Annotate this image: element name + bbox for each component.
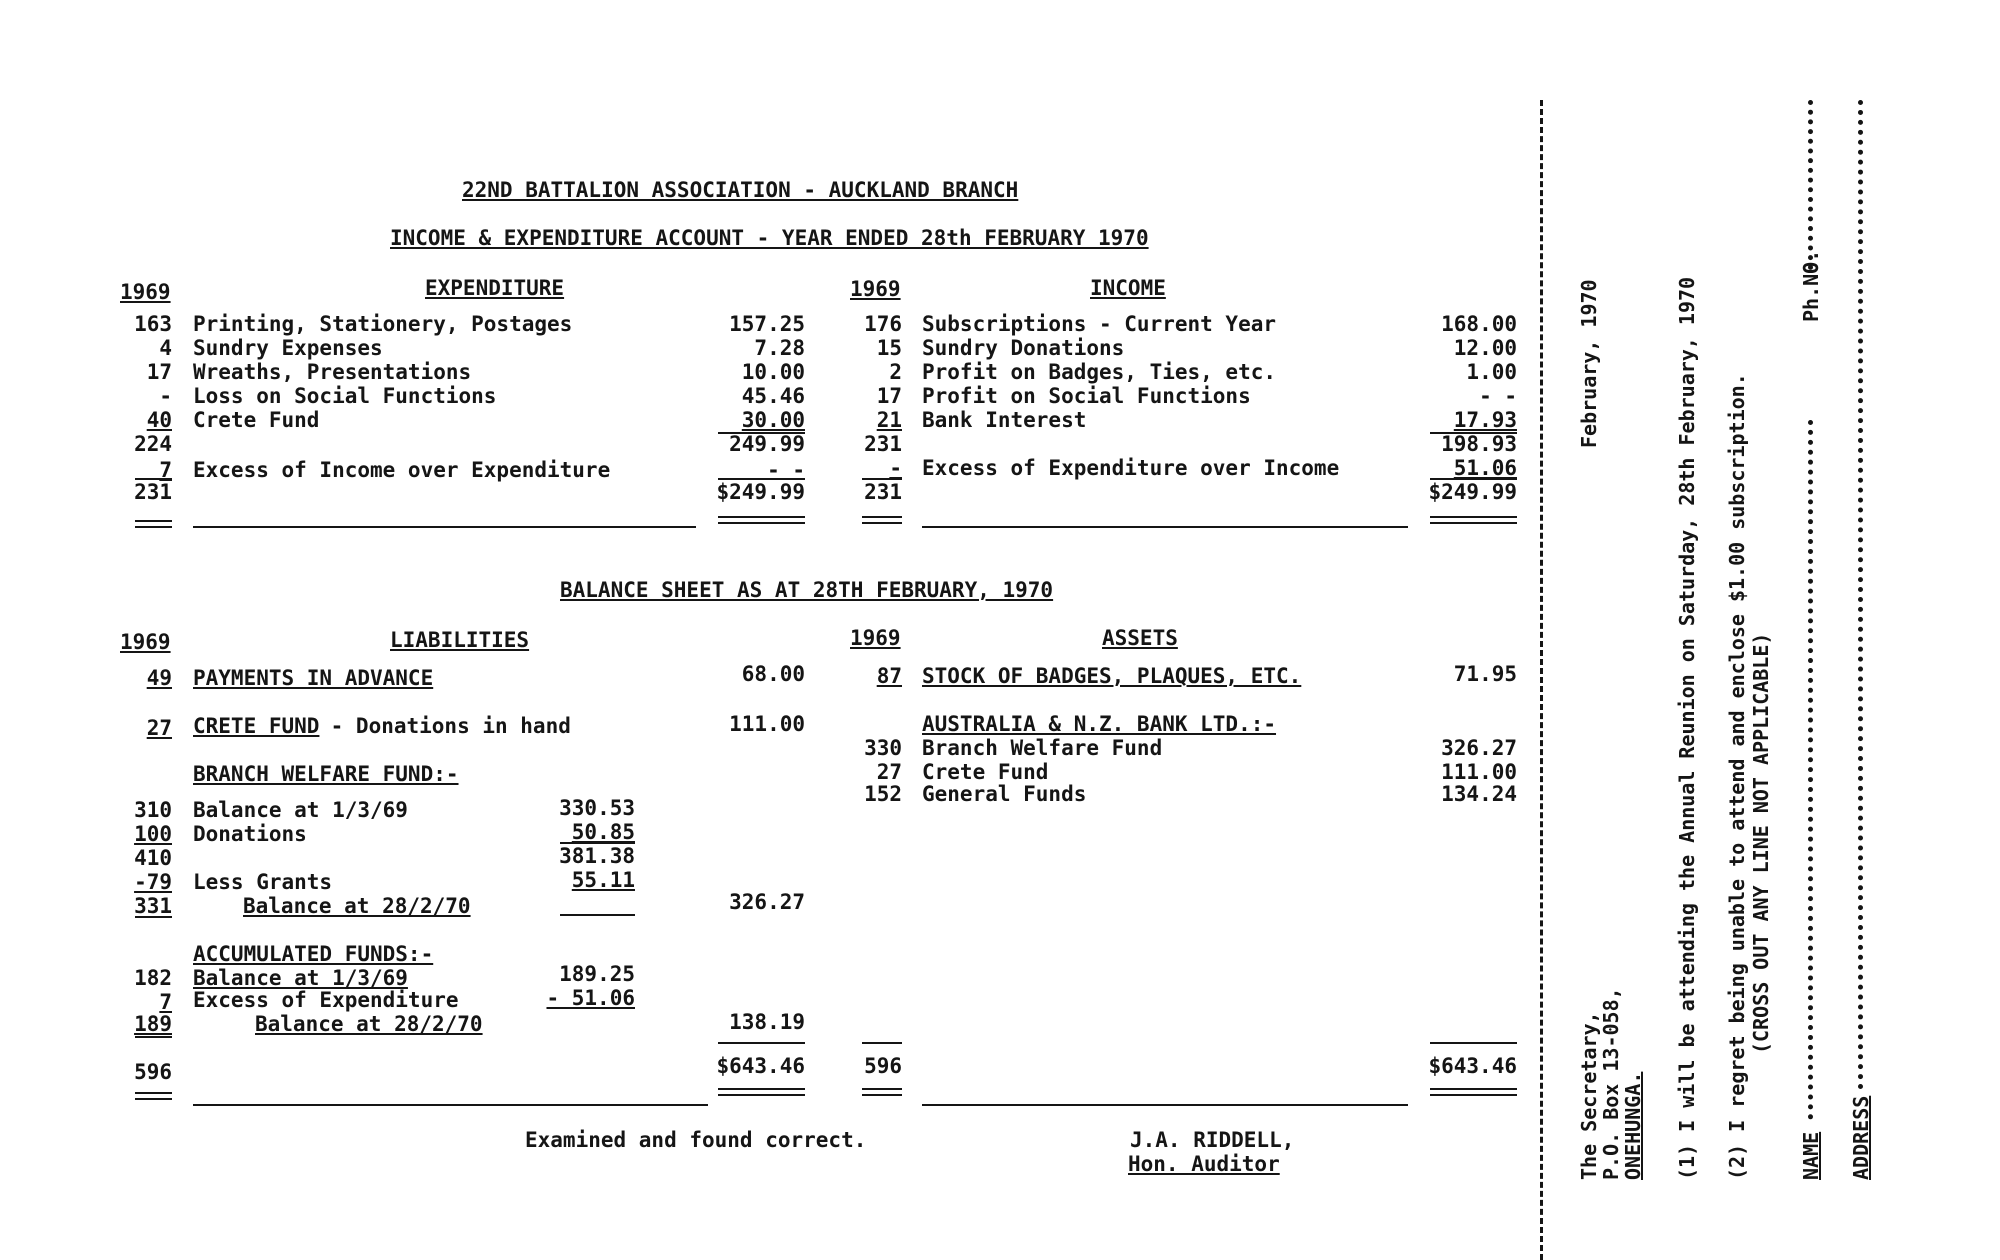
bs-rule — [718, 1042, 805, 1044]
slip-name-field[interactable] — [1808, 420, 1813, 1120]
line-item-amount: 157.25 — [729, 312, 805, 336]
slip-option-attending[interactable]: (1) I will be attending the Annual Reunion on Saturday, 28th February, 1970 — [1675, 276, 1699, 1180]
examined-statement: Examined and found correct. — [525, 1128, 867, 1152]
bs-rule — [560, 914, 635, 916]
auditor-name: J.A. RIDDELL, — [1130, 1128, 1295, 1152]
welfare-bal-label: Balance at 28/2/70 — [243, 894, 471, 918]
bs-double-rule — [135, 1092, 172, 1100]
income-excess-label: Excess of Expenditure over Income — [922, 456, 1340, 480]
bs-double-rule — [862, 1088, 902, 1096]
expenditure-total: $249.99 — [716, 480, 805, 504]
slip-phone-field[interactable] — [1808, 100, 1813, 270]
income-excess-prior: - — [889, 456, 902, 480]
ie-income-year-label: 1969 — [850, 277, 901, 301]
income-subtotal: 198.93 — [1441, 432, 1517, 456]
slip-address-field[interactable] — [1858, 100, 1863, 1090]
liab-total-prior: 596 — [134, 1060, 172, 1084]
bs-assets-year-label: 1969 — [850, 626, 901, 650]
prior-year-amount: 176 — [864, 312, 902, 336]
page-title: 22ND BATTALION ASSOCIATION - AUCKLAND BRANCH — [462, 178, 1019, 202]
line-item-amount: 30.00 — [741, 408, 805, 432]
income-subtotal-prior: 231 — [864, 432, 902, 456]
ie-subtotal-rule — [718, 432, 805, 434]
line-item-amount: 17.93 — [1453, 408, 1517, 432]
stock-amount: 71.95 — [1453, 662, 1517, 686]
stock-prior: 87 — [876, 664, 902, 688]
line-item-label: Branch Welfare Fund — [922, 736, 1163, 760]
line-item-label: Subscriptions - Current Year — [922, 312, 1277, 336]
ie-expenditure-year-label: 1969 — [120, 280, 171, 304]
slip-name-label: NAME — [1799, 1131, 1823, 1180]
prior-year-amount: 17 — [146, 360, 172, 384]
stock-label: STOCK OF BADGES, PLAQUES, ETC. — [922, 664, 1302, 688]
line-item-label: Loss on Social Functions — [193, 384, 497, 408]
line-item-label: Profit on Social Functions — [922, 384, 1251, 408]
expenditure-subtotal-prior: 224 — [134, 432, 172, 456]
line-item-label: Wreaths, Presentations — [193, 360, 472, 384]
payments-prior: 49 — [146, 666, 172, 690]
ie-double-rule — [862, 516, 902, 524]
line-item-label: Sundry Donations — [922, 336, 1125, 360]
grants-amount: 55.11 — [571, 868, 635, 892]
payments-amount: 68.00 — [741, 662, 805, 686]
prior-year-amount: 330 — [864, 736, 902, 760]
bs-liabilities-year-label: 1969 — [120, 630, 171, 654]
prior-year-amount: 40 — [146, 408, 172, 432]
welfare-bal-prior: 331 — [134, 894, 172, 918]
accum-bal-amount: 138.19 — [729, 1010, 805, 1034]
slip-option-not-attending[interactable]: (2) I regret being unable to attend and enclose $1.00 subscription. — [1725, 373, 1749, 1180]
bs-rule — [922, 1104, 1408, 1106]
slip-address-label: ADDRESS — [1849, 1095, 1873, 1180]
accum-open-amount: 189.25 — [559, 962, 635, 986]
ie-total-rule — [718, 478, 805, 480]
prior-year-amount: 4 — [159, 336, 172, 360]
expenditure-excess-label: Excess of Income over Expenditure — [193, 458, 611, 482]
ie-subtotal-rule — [1430, 432, 1517, 434]
accum-bal-prior: 189 — [134, 1012, 172, 1036]
prior-year-amount: 27 — [876, 760, 902, 784]
ie-double-rule — [1430, 516, 1517, 524]
income-heading: INCOME — [1090, 276, 1166, 300]
slip-address-line-3: ONEHUNGA. — [1621, 1071, 1645, 1180]
welfare-bal-amount: 326.27 — [729, 890, 805, 914]
ie-double-rule — [135, 520, 172, 528]
prior-year-amount: 152 — [864, 782, 902, 806]
expenditure-excess-prior: 7 — [159, 458, 172, 482]
expenditure-heading: EXPENDITURE — [425, 276, 565, 300]
slip-option-note: (CROSS OUT ANY LINE NOT APPLICABLE) — [1749, 632, 1773, 1054]
line-item-label: Bank Interest — [922, 408, 1087, 432]
balance-sheet-title: BALANCE SHEET AS AT 28TH FEBRUARY, 1970 — [560, 578, 1054, 602]
prior-year-amount: 21 — [876, 408, 902, 432]
ie-double-rule — [718, 516, 805, 524]
bs-rule — [135, 1036, 172, 1038]
asset-total: $643.46 — [1428, 1054, 1517, 1078]
income-total: $249.99 — [1428, 480, 1517, 504]
line-item-label: Crete Fund — [922, 760, 1049, 784]
income-excess-amount: 51.06 — [1453, 456, 1517, 480]
ie-total-rule — [135, 478, 172, 480]
line-item-amount: 45.46 — [741, 384, 805, 408]
expenditure-total-prior: 231 — [134, 480, 172, 504]
line-item-amount: 134.24 — [1441, 782, 1517, 806]
accum-open-label: Balance at 1/3/69 — [193, 966, 408, 990]
accum-heading: ACCUMULATED FUNDS:- — [193, 942, 434, 966]
welfare-sub: 381.38 — [559, 844, 635, 868]
prior-year-amount: 310 — [134, 798, 172, 822]
ie-rule — [922, 526, 1408, 528]
prior-year-amount: 100 — [134, 822, 172, 846]
line-item-amount: 12.00 — [1453, 336, 1517, 360]
auditor-title: Hon. Auditor — [1128, 1152, 1280, 1176]
crete-label: CRETE FUND — [193, 714, 320, 738]
bs-rule — [560, 842, 635, 844]
grants-label: Less Grants — [193, 870, 333, 894]
asset-total-prior: 596 — [864, 1054, 902, 1078]
assets-heading: ASSETS — [1102, 626, 1178, 650]
crete-label-detail: - Donations in hand — [318, 714, 571, 738]
prior-year-amount: 163 — [134, 312, 172, 336]
welfare-heading: BRANCH WELFARE FUND:- — [193, 762, 459, 786]
ie-total-rule — [862, 478, 902, 480]
prior-year-amount: 2 — [889, 360, 902, 384]
line-item-label: Crete Fund — [193, 408, 320, 432]
tear-off-line — [1540, 100, 1543, 1260]
bs-rule — [862, 1042, 902, 1044]
line-item-amount: 7.28 — [754, 336, 805, 360]
prior-year-amount: 17 — [876, 384, 902, 408]
line-item-amount: 168.00 — [1441, 312, 1517, 336]
ie-rule — [193, 526, 696, 528]
slip-address-line-2: P.O. Box 13-058, — [1599, 987, 1623, 1180]
slip-address-line-1: The Secretary, — [1577, 1011, 1601, 1180]
liab-total: $643.46 — [716, 1054, 805, 1078]
line-item-label: General Funds — [922, 782, 1087, 806]
accum-excess-prior: 7 — [159, 990, 172, 1014]
line-item-amount: 1.00 — [1466, 360, 1517, 384]
bs-rule — [1430, 1042, 1517, 1044]
line-item-label: Printing, Stationery, Postages — [193, 312, 573, 336]
line-item-amount: - - — [1479, 384, 1517, 408]
accum-excess-amount: - 51.06 — [546, 986, 635, 1010]
line-item-label: Profit on Badges, Ties, etc. — [922, 360, 1277, 384]
bank-heading: AUSTRALIA & N.Z. BANK LTD.:- — [922, 712, 1277, 736]
crete-amount: 111.00 — [729, 712, 805, 736]
line-item-label: Sundry Expenses — [193, 336, 383, 360]
accum-bal-label: Balance at 28/2/70 — [255, 1012, 483, 1036]
expenditure-excess-amount: - - — [767, 458, 805, 482]
line-item-amount: 50.85 — [571, 820, 635, 844]
bs-double-rule — [1430, 1088, 1517, 1096]
welfare-sub-prior: 410 — [134, 846, 172, 870]
payments-label: PAYMENTS IN ADVANCE — [193, 666, 434, 690]
expenditure-subtotal: 249.99 — [729, 432, 805, 456]
prior-year-amount: - — [159, 384, 172, 408]
grants-prior: -79 — [134, 870, 172, 894]
bs-rule — [193, 1104, 708, 1106]
liabilities-heading: LIABILITIES — [390, 628, 530, 652]
crete-prior: 27 — [146, 716, 172, 740]
income-total-prior: 231 — [864, 480, 902, 504]
line-item-amount: 330.53 — [559, 796, 635, 820]
line-item-label: Balance at 1/3/69 — [193, 798, 408, 822]
line-item-label: Donations — [193, 822, 307, 846]
ie-total-rule — [1430, 478, 1517, 480]
line-item-amount: 111.00 — [1441, 760, 1517, 784]
bs-rule — [135, 916, 172, 918]
bs-double-rule — [718, 1088, 805, 1096]
line-item-amount: 10.00 — [741, 360, 805, 384]
accum-excess-label: Excess of Expenditure — [193, 988, 459, 1012]
line-item-amount: 326.27 — [1441, 736, 1517, 760]
slip-phone-label: Ph.NO. — [1799, 249, 1823, 322]
slip-date: February, 1970 — [1577, 279, 1601, 448]
account-title: INCOME & EXPENDITURE ACCOUNT - YEAR ENDED 28th FEBRUARY 1970 — [390, 226, 1149, 250]
accum-open-prior: 182 — [134, 966, 172, 990]
prior-year-amount: 15 — [876, 336, 902, 360]
